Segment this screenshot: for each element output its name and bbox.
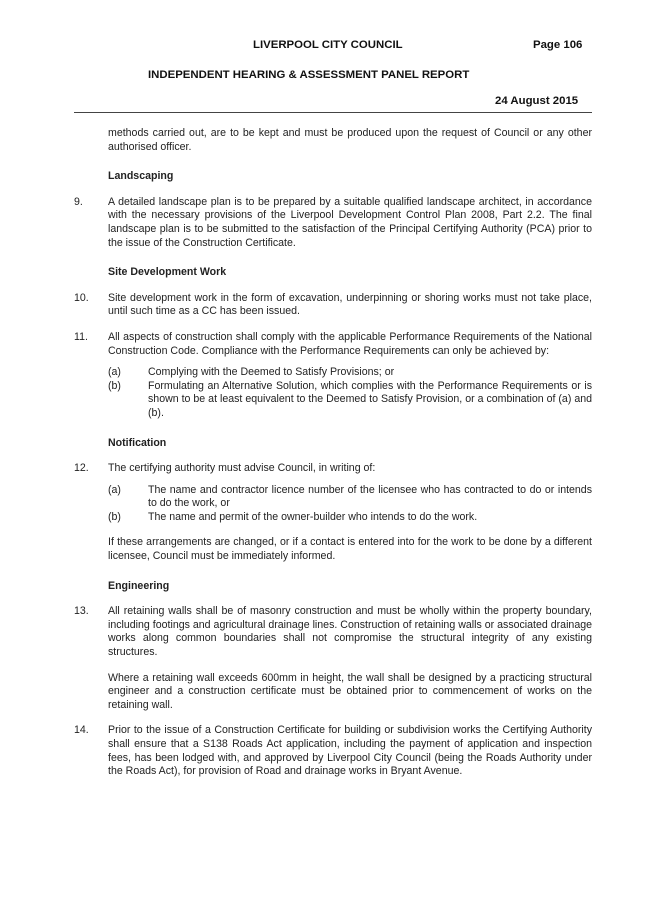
section-heading-landscaping: Landscaping: [108, 170, 174, 183]
section-heading-engineering: Engineering: [108, 579, 170, 592]
sub-item-text: The name and permit of the owner-builder who intends to do the work.: [148, 510, 478, 523]
sub-item-label: (b): [108, 379, 121, 392]
item-12-followup: If these arrangements are changed, or if a contact is entered into for the work to be done by a different licensee, Council must be immediately informed.: [108, 536, 592, 563]
item-number: 14.: [74, 724, 89, 737]
item-text: All retaining walls shall be of masonry construction and must be wholly within the property boundary, including footings and agricultural drainage lines. Construction of retaining walls or associated drainage works along common boundaries shall not compromise the structural integrity of any existing structures.: [108, 605, 592, 659]
report-date: 24 August 2015: [495, 95, 579, 107]
sub-item-b: [108, 511, 592, 525]
item-text: All aspects of construction shall comply with the applicable Performance Requirements of the National Construction Code. Compliance with the Performance Requirements can only be achieved by:: [108, 330, 592, 357]
condition-item-9: [74, 196, 592, 250]
condition-item-12: [74, 462, 592, 476]
sub-item-a: [108, 366, 592, 380]
section-heading-site-work: Site Development Work: [108, 266, 227, 279]
report-title: INDEPENDENT HEARING & ASSESSMENT PANEL REPORT: [148, 69, 470, 81]
item-number: 13.: [74, 605, 89, 618]
condition-item-11: [74, 331, 592, 358]
sub-item-text: The name and contractor licence number of the licensee who has contracted to do or intends to do the work, or: [148, 483, 592, 510]
condition-item-10: [74, 292, 592, 319]
section-heading-notification: Notification: [108, 436, 167, 449]
sub-item-text: Formulating an Alternative Solution, which complies with the Performance Requirements or is shown to be at least equivalent to the Deemed to Satisfy Provision, or a combination of (a) and (b).: [148, 379, 592, 419]
item-13-followup: Where a retaining wall exceeds 600mm in height, the wall shall be designed by a practicing structural engineer and a construction certificate must be obtained prior to commencement of works on the retaining wall.: [108, 671, 592, 711]
item-number: 9.: [74, 195, 83, 208]
council-name: LIVERPOOL CITY COUNCIL: [253, 39, 403, 51]
item-number: 12.: [74, 462, 89, 475]
continuation-paragraph: methods carried out, are to be kept and must be produced upon the request of Council or any other authorised officer.: [108, 127, 592, 153]
sub-item-b: [108, 380, 592, 421]
item-text: Prior to the issue of a Construction Certificate for building or subdivision works the Certifying Authority shall ensure that a S138 Roads Act application, including the payment of application and inspection fees, has been lodged with, and approved by Liverpool City Council (being the Roads Authority under the Roads Act), for provision of Road and drainage works in Bryant Avenue.: [108, 724, 592, 778]
sub-item-label: (a): [108, 366, 121, 379]
item-number: 11.: [74, 330, 88, 343]
item-number: 10.: [74, 291, 89, 304]
condition-item-14: [74, 724, 592, 778]
document-body: [74, 127, 592, 779]
item-text: Site development work in the form of excavation, underpinning or shoring works must not take place, until such time as a CC has been issued.: [108, 291, 592, 318]
sub-item-label: (b): [108, 510, 121, 523]
item-text: The certifying authority must advise Council, in writing of:: [108, 462, 376, 475]
sub-item-text: Complying with the Deemed to Satisfy Provisions; or: [148, 366, 395, 379]
sub-item-label: (a): [108, 483, 121, 496]
header-rule: [74, 112, 592, 113]
page-number: Page 106: [533, 39, 583, 51]
condition-item-13: [74, 605, 592, 659]
sub-item-a: [108, 484, 592, 511]
item-text: A detailed landscape plan is to be prepared by a suitable qualified landscape architect, in accordance with the necessary provisions of the Liverpool Development Control Plan 2008, Part 2.2. The final landscape plan is to be submitted to the satisfaction of the Principal Certifying Authority (PCA) prior to the issue of the Construction Certificate.: [108, 195, 592, 249]
